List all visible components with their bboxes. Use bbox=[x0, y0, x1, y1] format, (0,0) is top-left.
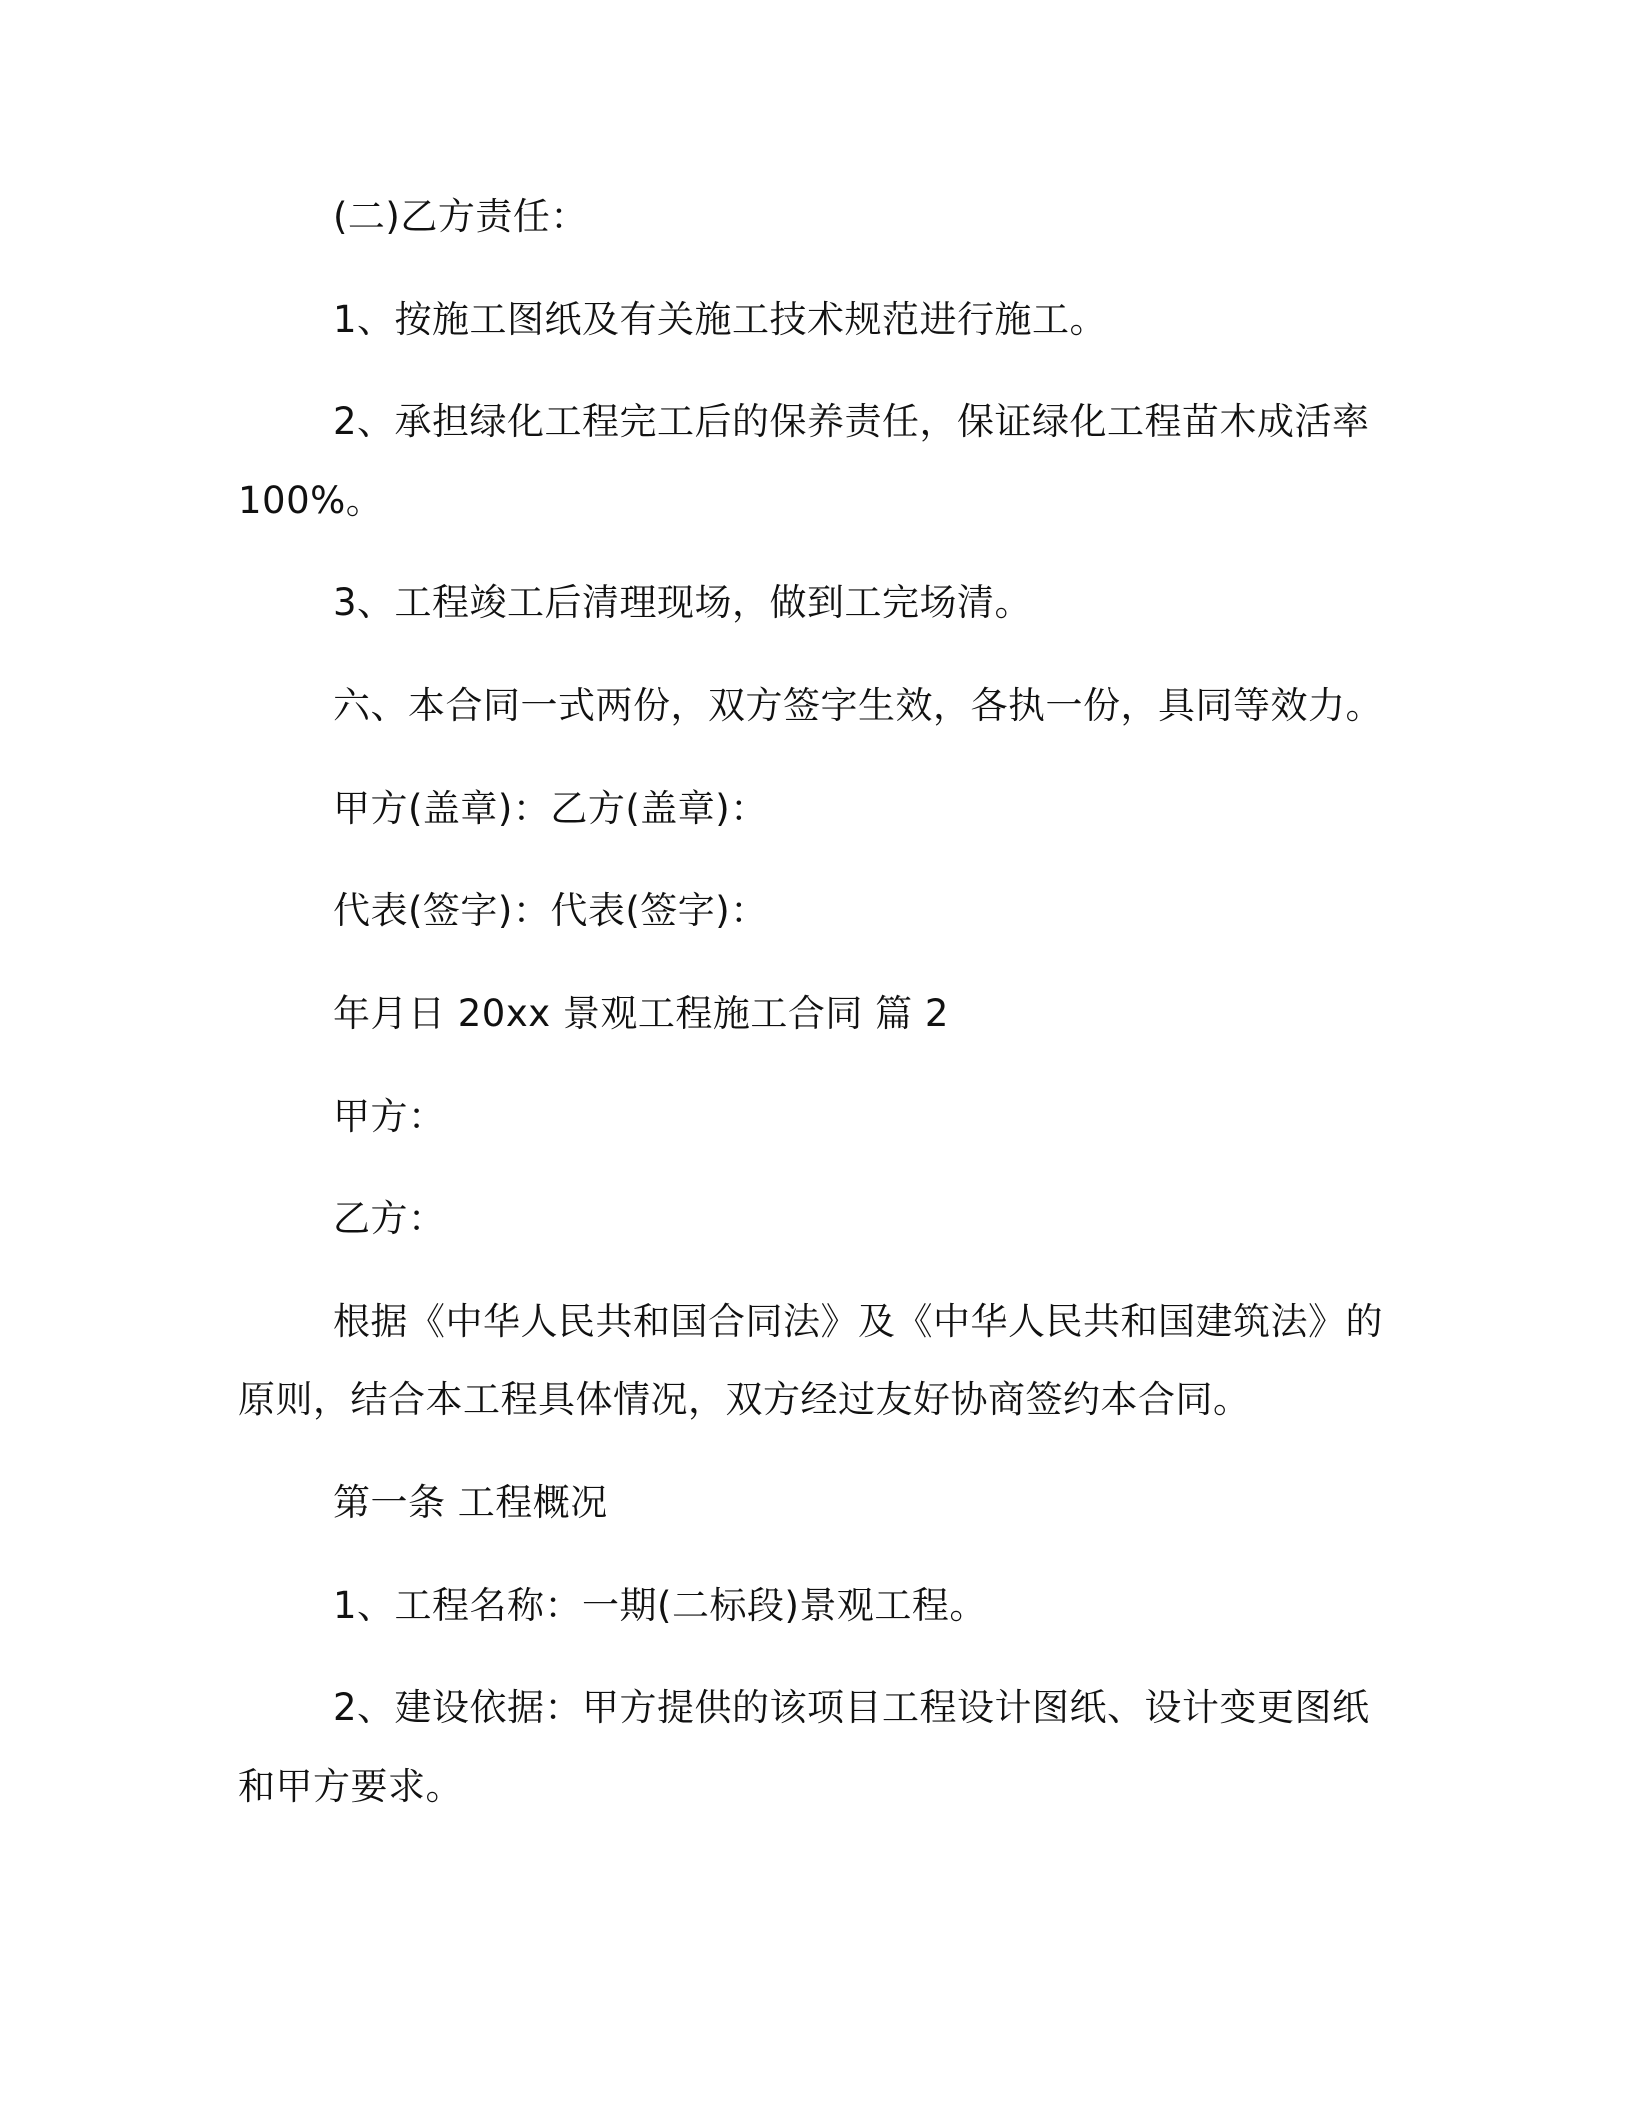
paragraph-line: 1、按施工图纸及有关施工技术规范进行施工。 bbox=[333, 298, 1108, 341]
paragraph-line: 100%。 bbox=[238, 479, 384, 522]
signature-line-representative: 代表(签字)：代表(签字)： bbox=[333, 889, 768, 932]
section-heading-party-b-duties: (二)乙方责任： bbox=[333, 195, 588, 238]
article-heading: 第一条 工程概况 bbox=[333, 1481, 608, 1524]
signature-line-seal: 甲方(盖章)：乙方(盖章)： bbox=[333, 787, 768, 830]
paragraph-line: 六、本合同一式两份，双方签字生效，各执一份，具同等效力。 bbox=[333, 684, 1383, 727]
paragraph-line: 1、工程名称：一期(二标段)景观工程。 bbox=[333, 1584, 987, 1627]
paragraph-line: 和甲方要求。 bbox=[238, 1765, 463, 1808]
date-and-title-line: 年月日 20xx 景观工程施工合同 篇 2 bbox=[333, 992, 949, 1035]
paragraph-line: 根据《中华人民共和国合同法》及《中华人民共和国建筑法》的 bbox=[333, 1300, 1383, 1343]
paragraph-line: 2、建设依据：甲方提供的该项目工程设计图纸、设计变更图纸 bbox=[333, 1686, 1370, 1729]
paragraph-line: 3、工程竣工后清理现场，做到工完场清。 bbox=[333, 581, 1033, 624]
party-b-label: 乙方： bbox=[333, 1197, 446, 1240]
paragraph-line: 2、承担绿化工程完工后的保养责任，保证绿化工程苗木成活率 bbox=[333, 400, 1370, 443]
paragraph-line: 原则，结合本工程具体情况，双方经过友好协商签约本合同。 bbox=[238, 1378, 1251, 1421]
party-a-label: 甲方： bbox=[333, 1095, 446, 1138]
